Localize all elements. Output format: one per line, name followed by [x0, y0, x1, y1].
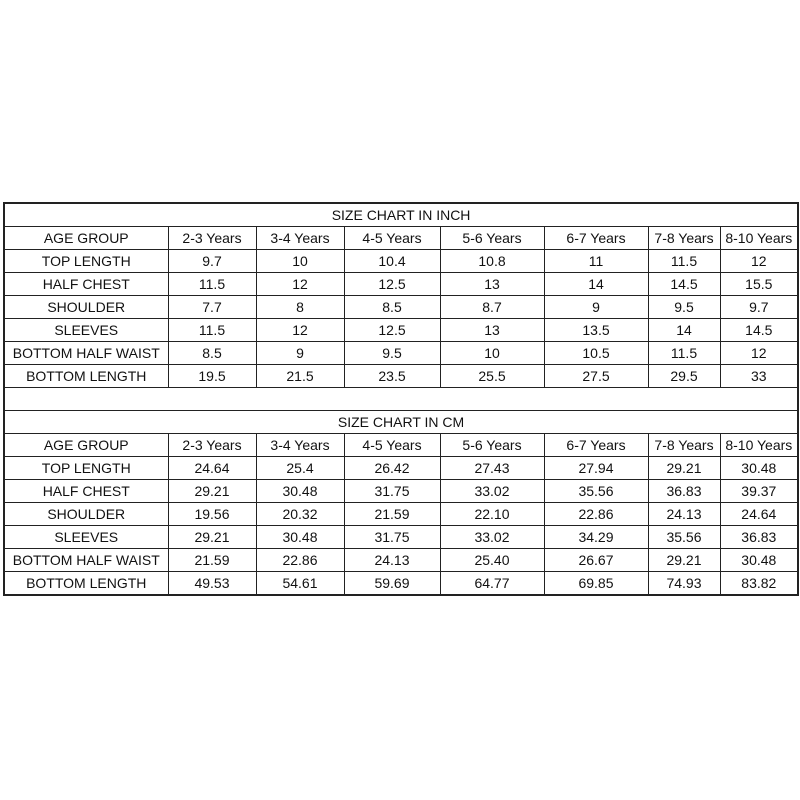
row-label: TOP LENGTH [4, 250, 168, 273]
table-cell: 19.5 [168, 365, 256, 388]
table-row [4, 503, 798, 526]
table-row [4, 480, 798, 503]
table-row [4, 319, 798, 342]
table-cell: 13.5 [544, 319, 648, 342]
table-cell: 23.5 [344, 365, 440, 388]
size-chart-sheet [3, 202, 797, 596]
table-cell: 30.48 [256, 526, 344, 549]
table-cell: 8.5 [168, 342, 256, 365]
table-cell: 11 [544, 250, 648, 273]
table-row [4, 526, 798, 549]
section-spacer-row [4, 388, 798, 411]
row-label: BOTTOM HALF WAIST [4, 549, 168, 572]
table-row [4, 342, 798, 365]
table-cell: 7.7 [168, 296, 256, 319]
table-cell: 12 [256, 319, 344, 342]
row-label: SLEEVES [4, 319, 168, 342]
table-cell: 10 [256, 250, 344, 273]
row-label: HALF CHEST [4, 480, 168, 503]
inch-header-cell: 6-7 Years [544, 227, 648, 250]
table-cell: 34.29 [544, 526, 648, 549]
table-cell: 10.8 [440, 250, 544, 273]
table-cell: 74.93 [648, 572, 720, 596]
table-cell: 15.5 [720, 273, 798, 296]
inch-header-cell: AGE GROUP [4, 227, 168, 250]
table-cell: 33.02 [440, 480, 544, 503]
table-cell: 25.40 [440, 549, 544, 572]
table-cell: 13 [440, 273, 544, 296]
inch-header-cell: 7-8 Years [648, 227, 720, 250]
table-cell: 21.59 [168, 549, 256, 572]
table-cell: 8.5 [344, 296, 440, 319]
inch-title-row [4, 203, 798, 227]
table-cell: 30.48 [256, 480, 344, 503]
row-label: SHOULDER [4, 296, 168, 319]
table-row [4, 273, 798, 296]
table-cell: 12 [720, 250, 798, 273]
table-cell: 30.48 [720, 457, 798, 480]
table-cell: 30.48 [720, 549, 798, 572]
table-cell: 21.59 [344, 503, 440, 526]
table-cell: 11.5 [648, 250, 720, 273]
table-cell: 14.5 [648, 273, 720, 296]
table-cell: 20.32 [256, 503, 344, 526]
table-cell: 10 [440, 342, 544, 365]
table-cell: 14 [648, 319, 720, 342]
cm-header-cell: 6-7 Years [544, 434, 648, 457]
table-row [4, 250, 798, 273]
table-row [4, 457, 798, 480]
table-cell: 27.43 [440, 457, 544, 480]
table-cell: 29.21 [648, 549, 720, 572]
table-cell: 21.5 [256, 365, 344, 388]
table-cell: 22.10 [440, 503, 544, 526]
cm-table-title: SIZE CHART IN CM [4, 411, 798, 434]
table-cell: 24.64 [168, 457, 256, 480]
table-cell: 35.56 [544, 480, 648, 503]
table-cell: 24.13 [344, 549, 440, 572]
cm-header-cell: 2-3 Years [168, 434, 256, 457]
table-cell: 24.64 [720, 503, 798, 526]
table-cell: 29.21 [168, 526, 256, 549]
table-cell: 26.42 [344, 457, 440, 480]
table-row [4, 549, 798, 572]
table-cell: 12.5 [344, 319, 440, 342]
cm-title-row [4, 411, 798, 434]
cm-header-row [4, 434, 798, 457]
table-cell: 12 [720, 342, 798, 365]
table-cell: 9 [544, 296, 648, 319]
row-label: TOP LENGTH [4, 457, 168, 480]
table-cell: 14.5 [720, 319, 798, 342]
table-cell: 59.69 [344, 572, 440, 596]
table-cell: 49.53 [168, 572, 256, 596]
size-chart-table [3, 202, 799, 596]
table-cell: 33.02 [440, 526, 544, 549]
row-label: BOTTOM LENGTH [4, 572, 168, 596]
table-cell: 33 [720, 365, 798, 388]
inch-header-cell: 2-3 Years [168, 227, 256, 250]
inch-header-cell: 8-10 Years [720, 227, 798, 250]
table-cell: 12.5 [344, 273, 440, 296]
cm-header-cell: 5-6 Years [440, 434, 544, 457]
inch-header-cell: 3-4 Years [256, 227, 344, 250]
table-cell: 9.5 [344, 342, 440, 365]
table-cell: 69.85 [544, 572, 648, 596]
table-row [4, 296, 798, 319]
table-cell: 29.5 [648, 365, 720, 388]
cm-header-cell: 8-10 Years [720, 434, 798, 457]
table-cell: 26.67 [544, 549, 648, 572]
table-cell: 39.37 [720, 480, 798, 503]
table-cell: 14 [544, 273, 648, 296]
table-cell: 25.4 [256, 457, 344, 480]
table-cell: 22.86 [256, 549, 344, 572]
table-cell: 29.21 [648, 457, 720, 480]
table-cell: 27.94 [544, 457, 648, 480]
table-cell: 11.5 [168, 273, 256, 296]
table-cell: 11.5 [648, 342, 720, 365]
cm-header-cell: AGE GROUP [4, 434, 168, 457]
table-cell: 64.77 [440, 572, 544, 596]
table-row [4, 572, 798, 596]
table-cell: 9.5 [648, 296, 720, 319]
row-label: BOTTOM LENGTH [4, 365, 168, 388]
row-label: HALF CHEST [4, 273, 168, 296]
cm-header-cell: 7-8 Years [648, 434, 720, 457]
cm-header-cell: 3-4 Years [256, 434, 344, 457]
table-cell: 10.5 [544, 342, 648, 365]
table-cell: 13 [440, 319, 544, 342]
table-cell: 31.75 [344, 480, 440, 503]
section-spacer [4, 388, 798, 411]
table-cell: 29.21 [168, 480, 256, 503]
table-cell: 8 [256, 296, 344, 319]
table-cell: 36.83 [720, 526, 798, 549]
table-cell: 8.7 [440, 296, 544, 319]
table-cell: 25.5 [440, 365, 544, 388]
inch-header-cell: 5-6 Years [440, 227, 544, 250]
table-cell: 10.4 [344, 250, 440, 273]
table-cell: 12 [256, 273, 344, 296]
table-cell: 83.82 [720, 572, 798, 596]
cm-header-cell: 4-5 Years [344, 434, 440, 457]
size-chart-body [4, 203, 798, 595]
inch-table-title: SIZE CHART IN INCH [4, 203, 798, 227]
table-cell: 19.56 [168, 503, 256, 526]
table-cell: 11.5 [168, 319, 256, 342]
table-cell: 35.56 [648, 526, 720, 549]
table-cell: 31.75 [344, 526, 440, 549]
table-cell: 27.5 [544, 365, 648, 388]
table-cell: 9.7 [168, 250, 256, 273]
table-cell: 9 [256, 342, 344, 365]
inch-header-cell: 4-5 Years [344, 227, 440, 250]
table-cell: 54.61 [256, 572, 344, 596]
table-row [4, 365, 798, 388]
row-label: SHOULDER [4, 503, 168, 526]
row-label: SLEEVES [4, 526, 168, 549]
inch-header-row [4, 227, 798, 250]
table-cell: 9.7 [720, 296, 798, 319]
table-cell: 22.86 [544, 503, 648, 526]
table-cell: 24.13 [648, 503, 720, 526]
table-cell: 36.83 [648, 480, 720, 503]
row-label: BOTTOM HALF WAIST [4, 342, 168, 365]
